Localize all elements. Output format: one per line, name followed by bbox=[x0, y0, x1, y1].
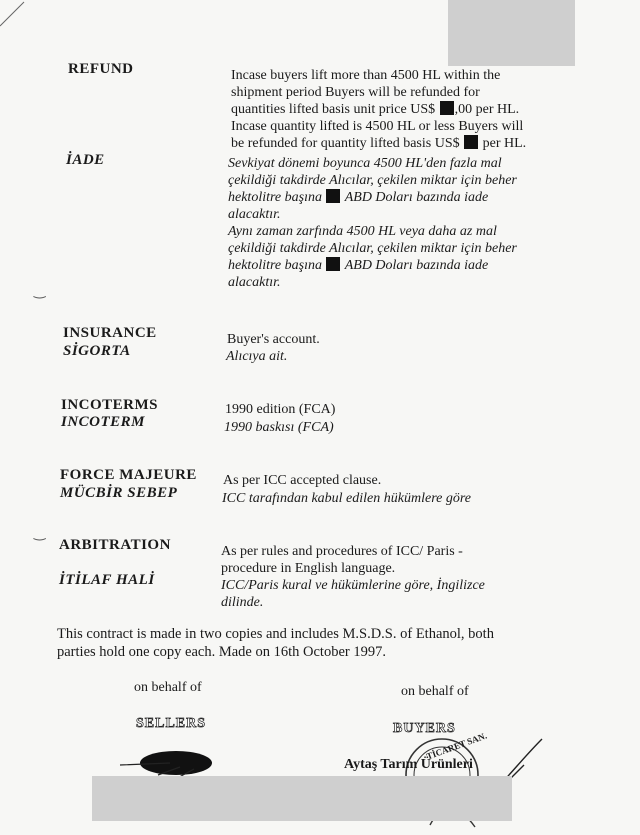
buyer-company-name: Aytaş Tarım Ürünleri bbox=[344, 757, 473, 772]
iade-line-8: alacaktır. bbox=[228, 275, 281, 290]
margin-tick-1: ‿ bbox=[34, 284, 46, 299]
itilaf-line-1: ICC/Paris kural ve hükümlerine göre, İngilizce bbox=[221, 578, 485, 593]
iade-line-3: hektolitre başına ABD Doları bazında iade bbox=[228, 190, 489, 205]
incoterm-text: 1990 baskısı (FCA) bbox=[224, 420, 334, 435]
insurance-text: Buyer's account. bbox=[227, 332, 320, 347]
redacted-price-2 bbox=[464, 135, 478, 149]
iade-line-4: alacaktır. bbox=[228, 207, 281, 222]
arbitration-text bbox=[221, 543, 463, 577]
sellers-heading: SELLERS bbox=[136, 716, 207, 731]
insurance-label: INSURANCE bbox=[63, 325, 157, 341]
force-majeure-text: As per ICC accepted clause. bbox=[223, 473, 382, 488]
buyers-heading: BUYERS bbox=[393, 721, 456, 736]
itilaf-text bbox=[221, 577, 485, 611]
buyers-on-behalf: on behalf of bbox=[401, 684, 469, 699]
itilaf-line-2: dilinde. bbox=[221, 595, 264, 610]
redacted-price-1 bbox=[440, 101, 454, 115]
closing-line-1: This contract is made in two copies and includes M.S.D.S. of Ethanol, both bbox=[57, 626, 494, 642]
redaction-box-bottom bbox=[92, 776, 512, 821]
arbitration-line-1: As per rules and procedures of ICC/ Paris - bbox=[221, 544, 463, 559]
iade-line-2: çekildiği takdirde Alıcılar, çekilen miktar için beher bbox=[228, 173, 517, 188]
incoterm-label: INCOTERM bbox=[61, 414, 146, 430]
iade-line-5: Aynı zaman zarfında 4500 HL veya daha az mal bbox=[228, 224, 497, 239]
refund-line-1: Incase buyers lift more than 4500 HL within the bbox=[231, 68, 501, 83]
closing-line-2: parties hold one copy each. Made on 16th October 1997. bbox=[57, 644, 386, 660]
itilaf-hali-label: İTİLAF HALİ bbox=[59, 572, 155, 588]
refund-line-3: quantities lifted basis unit price US$ ,00 per HL. bbox=[231, 102, 520, 117]
closing-paragraph bbox=[57, 625, 494, 661]
margin-tick-2: ‿ bbox=[34, 526, 46, 541]
sellers-on-behalf: on behalf of bbox=[134, 680, 202, 695]
refund-line-2: shipment period Buyers will be refunded for bbox=[231, 85, 480, 100]
iade-line-1: Sevkiyat dönemi boyunca 4500 HL'den fazla mal bbox=[228, 156, 502, 171]
refund-line-5: be refunded for quantity lifted basis US$ per HL. bbox=[231, 136, 527, 151]
top-left-fold-line bbox=[0, 0, 30, 30]
arbitration-label: ARBITRATION bbox=[59, 537, 171, 553]
mucbir-sebep-text: ICC tarafından kabul edilen hükümlere göre bbox=[222, 491, 471, 506]
incoterms-label: INCOTERMS bbox=[61, 397, 159, 413]
iade-line-6: çekildiği takdirde Alıcılar, çekilen miktar için beher bbox=[228, 241, 517, 256]
mucbir-sebep-label: MÜCBİR SEBEP bbox=[60, 485, 178, 501]
arbitration-line-2: procedure in English language. bbox=[221, 561, 396, 576]
iade-text-tr bbox=[228, 155, 517, 291]
incoterms-text: 1990 edition (FCA) bbox=[225, 402, 336, 417]
redaction-box-top bbox=[448, 0, 575, 66]
refund-line-4: Incase quantity lifted is 4500 HL or less Buyers will bbox=[231, 119, 524, 134]
iade-line-7: hektolitre başına ABD Doları bazında iade bbox=[228, 258, 489, 273]
sigorta-text: Alıcıya ait. bbox=[226, 349, 288, 364]
redacted-amount-1 bbox=[326, 189, 340, 203]
force-majeure-label: FORCE MAJEURE bbox=[60, 467, 197, 483]
redacted-amount-2 bbox=[326, 257, 340, 271]
refund-text-en bbox=[231, 67, 526, 152]
sigorta-label: SİGORTA bbox=[63, 343, 131, 359]
stamp-arc-text: TİCARET SAN. bbox=[425, 730, 489, 762]
iade-label: İADE bbox=[66, 152, 105, 168]
refund-label: REFUND bbox=[68, 61, 134, 77]
